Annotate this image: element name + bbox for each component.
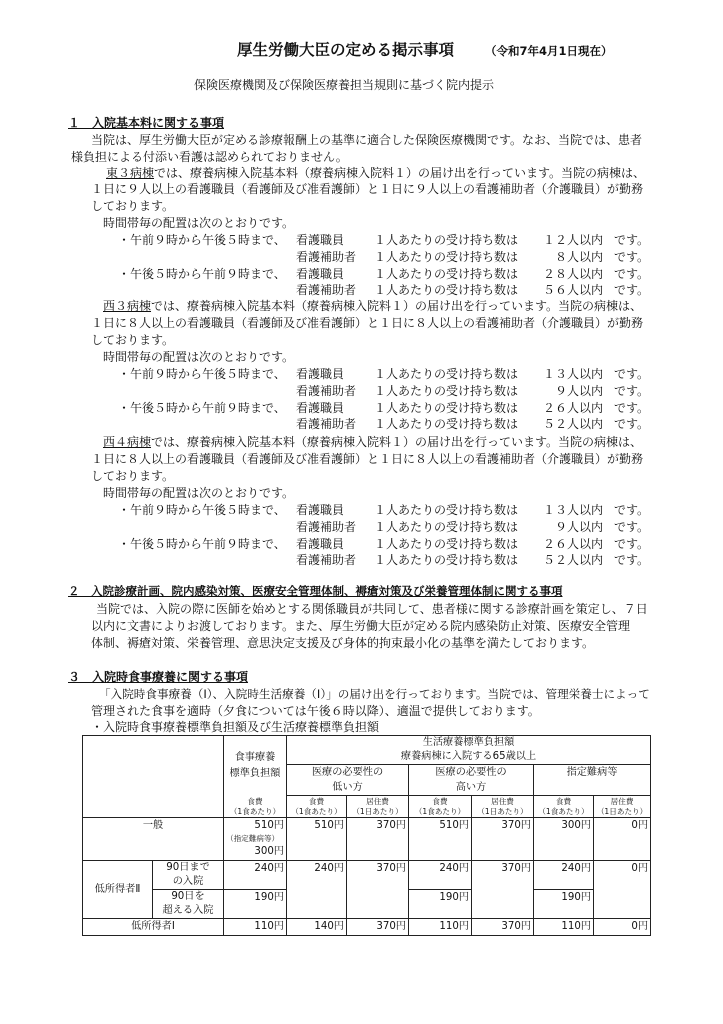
ratio-value: １２人以内 xyxy=(542,233,603,247)
fee-cell: 240円 xyxy=(534,861,594,890)
fee-cell: 510円 xyxy=(409,818,472,861)
unit-cell: 居住費 （1日あたり） xyxy=(347,796,409,818)
ratio-value: １３人以内 xyxy=(542,367,603,381)
section-2-line3: 体制、褥瘡対策、栄養管理、意思決定支援及び身体的拘束最小化の基準を満たしております。 xyxy=(91,636,595,650)
table-corner-cell xyxy=(83,736,224,796)
fee-cell: 110円 xyxy=(534,919,594,936)
fee-cell: 240円 xyxy=(287,861,347,919)
fee-cell: 370円 xyxy=(472,919,534,936)
ratio-end: です。 xyxy=(614,233,650,247)
fee-cell: 110円 xyxy=(409,919,472,936)
ward-east3-name: 東３病棟 xyxy=(106,166,155,180)
date-note: （令和7年4月1日現在） xyxy=(485,44,613,58)
fee-cell: 110円 xyxy=(224,919,287,936)
fee-cell: 140円 xyxy=(287,919,347,936)
shift-period: ・午後５時から午前９時まで、 xyxy=(118,267,286,281)
section-3-line2: 管理された食事を適時（夕食については午後６時以降）、適温で提供しております。 xyxy=(91,704,540,718)
ward-east3-line3: しております。 xyxy=(91,199,175,213)
staff-role: 看護補助者 xyxy=(296,553,357,567)
ratio-text: １人あたりの受け持ち数は xyxy=(374,553,519,567)
row-sublabel: 90日を 超える入院 xyxy=(153,890,224,919)
staff-role: 看護補助者 xyxy=(296,417,357,431)
section-2-line1: 当院では、入院の際に医師を始めとする関係職員が共同して、患者様に関する診療計画を策定し、７日 xyxy=(96,602,648,616)
ward-west3-line4: 時間帯毎の配置は次のとおりです。 xyxy=(103,350,295,364)
fee-cell: 190円 xyxy=(409,890,472,919)
ward-west4-line1: 西４病棟では、療養病棟入院基本料（療養病棟入院料１）の届け出を行っています。当院の病棟は、 xyxy=(103,435,643,449)
table-row xyxy=(83,919,651,936)
ratio-value: ２８人以内 xyxy=(542,267,603,281)
ratio-end: です。 xyxy=(614,367,650,381)
ratio-value: ５２人以内 xyxy=(542,417,603,431)
ratio-value: ５２人以内 xyxy=(542,553,603,567)
ratio-end: です。 xyxy=(614,553,650,567)
table-row xyxy=(83,818,651,861)
staff-role: 看護補助者 xyxy=(296,250,357,264)
ratio-end: です。 xyxy=(614,283,650,297)
ratio-end: です。 xyxy=(614,250,650,264)
ward-west4-line4: 時間帯毎の配置は次のとおりです。 xyxy=(103,486,295,500)
ratio-end: です。 xyxy=(614,384,650,398)
staff-role: 看護職員 xyxy=(296,233,345,247)
ward-east3-line1: 東３病棟では、療養病棟入院基本料（療養病棟入院料１）の届け出を行っています。当院の病棟は、 xyxy=(106,166,646,180)
fee-cell: 190円 xyxy=(534,890,594,919)
fee-cell: 370円 xyxy=(347,861,409,919)
staff-role: 看護職員 xyxy=(296,503,345,517)
row-label-low-income-2: 低所得者Ⅱ xyxy=(83,861,153,919)
staff-role: 看護補助者 xyxy=(296,283,357,297)
section-1-intro-line1: 当院は、厚生労働大臣が定める診療報酬上の基準に適合した保険医療機関です。なお、当院では、患者 xyxy=(91,133,643,147)
ratio-end: です。 xyxy=(614,520,650,534)
fee-cell: 510円 （指定難病等） 300円 xyxy=(224,818,287,861)
ward-west3-line2: １日に８人以上の看護職員（看護師及び准看護師）と１日に８人以上の看護補助者（介護職員）が勤務 xyxy=(91,316,644,330)
section-2-line2: 以内に文書によりお渡しております。また、厚生労働大臣が定める院内感染防止対策、医療安全管理 xyxy=(91,619,631,633)
ratio-value: ５６人以内 xyxy=(542,283,603,297)
shift-period: ・午後５時から午前９時まで、 xyxy=(118,401,286,415)
staff-role: 看護職員 xyxy=(296,537,345,551)
staff-role: 看護職員 xyxy=(296,267,345,281)
ratio-end: です。 xyxy=(614,417,650,431)
fee-cell: 0円 xyxy=(594,919,651,936)
ratio-end: です。 xyxy=(614,537,650,551)
ratio-text: １人あたりの受け持ち数は xyxy=(374,520,519,534)
ward-west4-line3: しております。 xyxy=(91,469,175,483)
unit-cell: 居住費 （1日あたり） xyxy=(594,796,651,818)
fee-cell: 300円 xyxy=(534,818,594,861)
fee-cell: 370円 xyxy=(472,818,534,861)
section-3-heading: ３ 入院時食事療養に関する事項 xyxy=(68,670,249,684)
shift-period: ・午後５時から午前９時まで、 xyxy=(118,537,286,551)
ward-west3-line1: 西３病棟では、療養病棟入院基本料（療養病棟入院料１）の届け出を行っています。当院の病棟は、 xyxy=(103,299,643,313)
ratio-text: １人あたりの受け持ち数は xyxy=(374,267,519,281)
ratio-text: １人あたりの受け持ち数は xyxy=(374,250,519,264)
ward-east3-line4: 時間帯毎の配置は次のとおりです。 xyxy=(103,216,295,230)
unit-cell: 食費 （1食あたり） xyxy=(224,796,287,818)
high-need-header: 医療の必要性の 高い方 xyxy=(409,765,534,796)
meal-std-header: 食事療養 標準負担額 xyxy=(224,736,287,796)
section-3-line1: 「入院時食事療養（Ⅰ）、入院時生活療養（Ⅰ）」の届け出を行っております。当院では、管理栄養士によって xyxy=(99,687,650,701)
ward-west4-line2: １日に８人以上の看護職員（看護師及び准看護師）と１日に８人以上の看護補助者（介護職員）が勤務 xyxy=(91,452,644,466)
section-1-intro-line2: 様負担による付添い看護は認められておりません。 xyxy=(71,150,348,164)
ratio-end: です。 xyxy=(614,503,650,517)
nanbyo-header: 指定難病等 xyxy=(534,765,651,796)
section-3-line3: ・入院時食事療養標準負担額及び生活療養標準負担額 xyxy=(91,720,380,734)
fee-cell: 190円 xyxy=(224,890,287,919)
staff-role: 看護職員 xyxy=(296,367,345,381)
ward-west3-name: 西３病棟 xyxy=(103,299,152,313)
ward-west3-line3: しております。 xyxy=(91,333,175,347)
table-subheader-row xyxy=(83,796,651,818)
unit-cell: 食費 （1食あたり） xyxy=(534,796,594,818)
shift-period: ・午前９時から午後５時まで、 xyxy=(118,233,286,247)
row-label-general: 一般 xyxy=(83,818,224,861)
page-subtitle: 保険医療機関及び保険医療養担当規則に基づく院内提示 xyxy=(194,78,495,92)
ratio-text: １人あたりの受け持ち数は xyxy=(374,384,519,398)
ratio-text: １人あたりの受け持ち数は xyxy=(374,367,519,381)
fee-cell: 240円 xyxy=(409,861,472,890)
fee-cell: 510円 xyxy=(287,818,347,861)
ratio-value: ８人以内 xyxy=(554,250,603,264)
ratio-text: １人あたりの受け持ち数は xyxy=(374,537,519,551)
staff-role: 看護補助者 xyxy=(296,384,357,398)
page-title: 厚生労働大臣の定める掲示事項 xyxy=(237,41,455,59)
ratio-text: １人あたりの受け持ち数は xyxy=(374,503,519,517)
table-corner-cell xyxy=(83,796,224,818)
section-1-heading: １ 入院基本料に関する事項 xyxy=(68,116,225,130)
ratio-text: １人あたりの受け持ち数は xyxy=(374,233,519,247)
table-row xyxy=(83,861,651,890)
ratio-text: １人あたりの受け持ち数は xyxy=(374,401,519,415)
fee-cell: 0円 xyxy=(594,818,651,861)
meal-fee-table xyxy=(82,735,651,936)
ratio-value: ９人以内 xyxy=(554,520,603,534)
ward-east3-line2: １日に９人以上の看護職員（看護師及び准看護師）と１日に９人以上の看護補助者（介護職員）が勤務 xyxy=(91,182,644,196)
low-need-header: 医療の必要性の 低い方 xyxy=(287,765,409,796)
life-std-header: 生活療養標準負担額 療養病棟に入院する65歳以上 xyxy=(287,736,651,765)
staff-role: 看護補助者 xyxy=(296,520,357,534)
shift-period: ・午前９時から午後５時まで、 xyxy=(118,367,286,381)
ratio-text: １人あたりの受け持ち数は xyxy=(374,283,519,297)
fee-cell: 370円 xyxy=(347,919,409,936)
fee-cell: 370円 xyxy=(472,861,534,919)
staff-role: 看護職員 xyxy=(296,401,345,415)
ratio-value: ２６人以内 xyxy=(542,537,603,551)
ratio-end: です。 xyxy=(614,267,650,281)
fee-cell: 370円 xyxy=(347,818,409,861)
shift-period: ・午前９時から午後５時まで、 xyxy=(118,503,286,517)
row-sublabel: 90日まで の入院 xyxy=(153,861,224,890)
ratio-text: １人あたりの受け持ち数は xyxy=(374,417,519,431)
ratio-value: ９人以内 xyxy=(554,384,603,398)
table-header-row xyxy=(83,736,651,765)
ratio-end: です。 xyxy=(614,401,650,415)
ward-west4-name: 西４病棟 xyxy=(103,435,152,449)
ratio-value: １３人以内 xyxy=(542,503,603,517)
unit-cell: 居住費 （1日あたり） xyxy=(472,796,534,818)
unit-cell: 食費 （1食あたり） xyxy=(409,796,472,818)
fee-cell: 240円 xyxy=(224,861,287,890)
ratio-value: ２６人以内 xyxy=(542,401,603,415)
fee-cell: 0円 xyxy=(594,861,651,919)
row-label-low-income-1: 低所得者Ⅰ xyxy=(83,919,224,936)
unit-cell: 食費 （1食あたり） xyxy=(287,796,347,818)
section-2-heading: ２ 入院診療計画、院内感染対策、医療安全管理体制、褥瘡対策及び栄養管理体制に関する事項 xyxy=(68,584,563,598)
